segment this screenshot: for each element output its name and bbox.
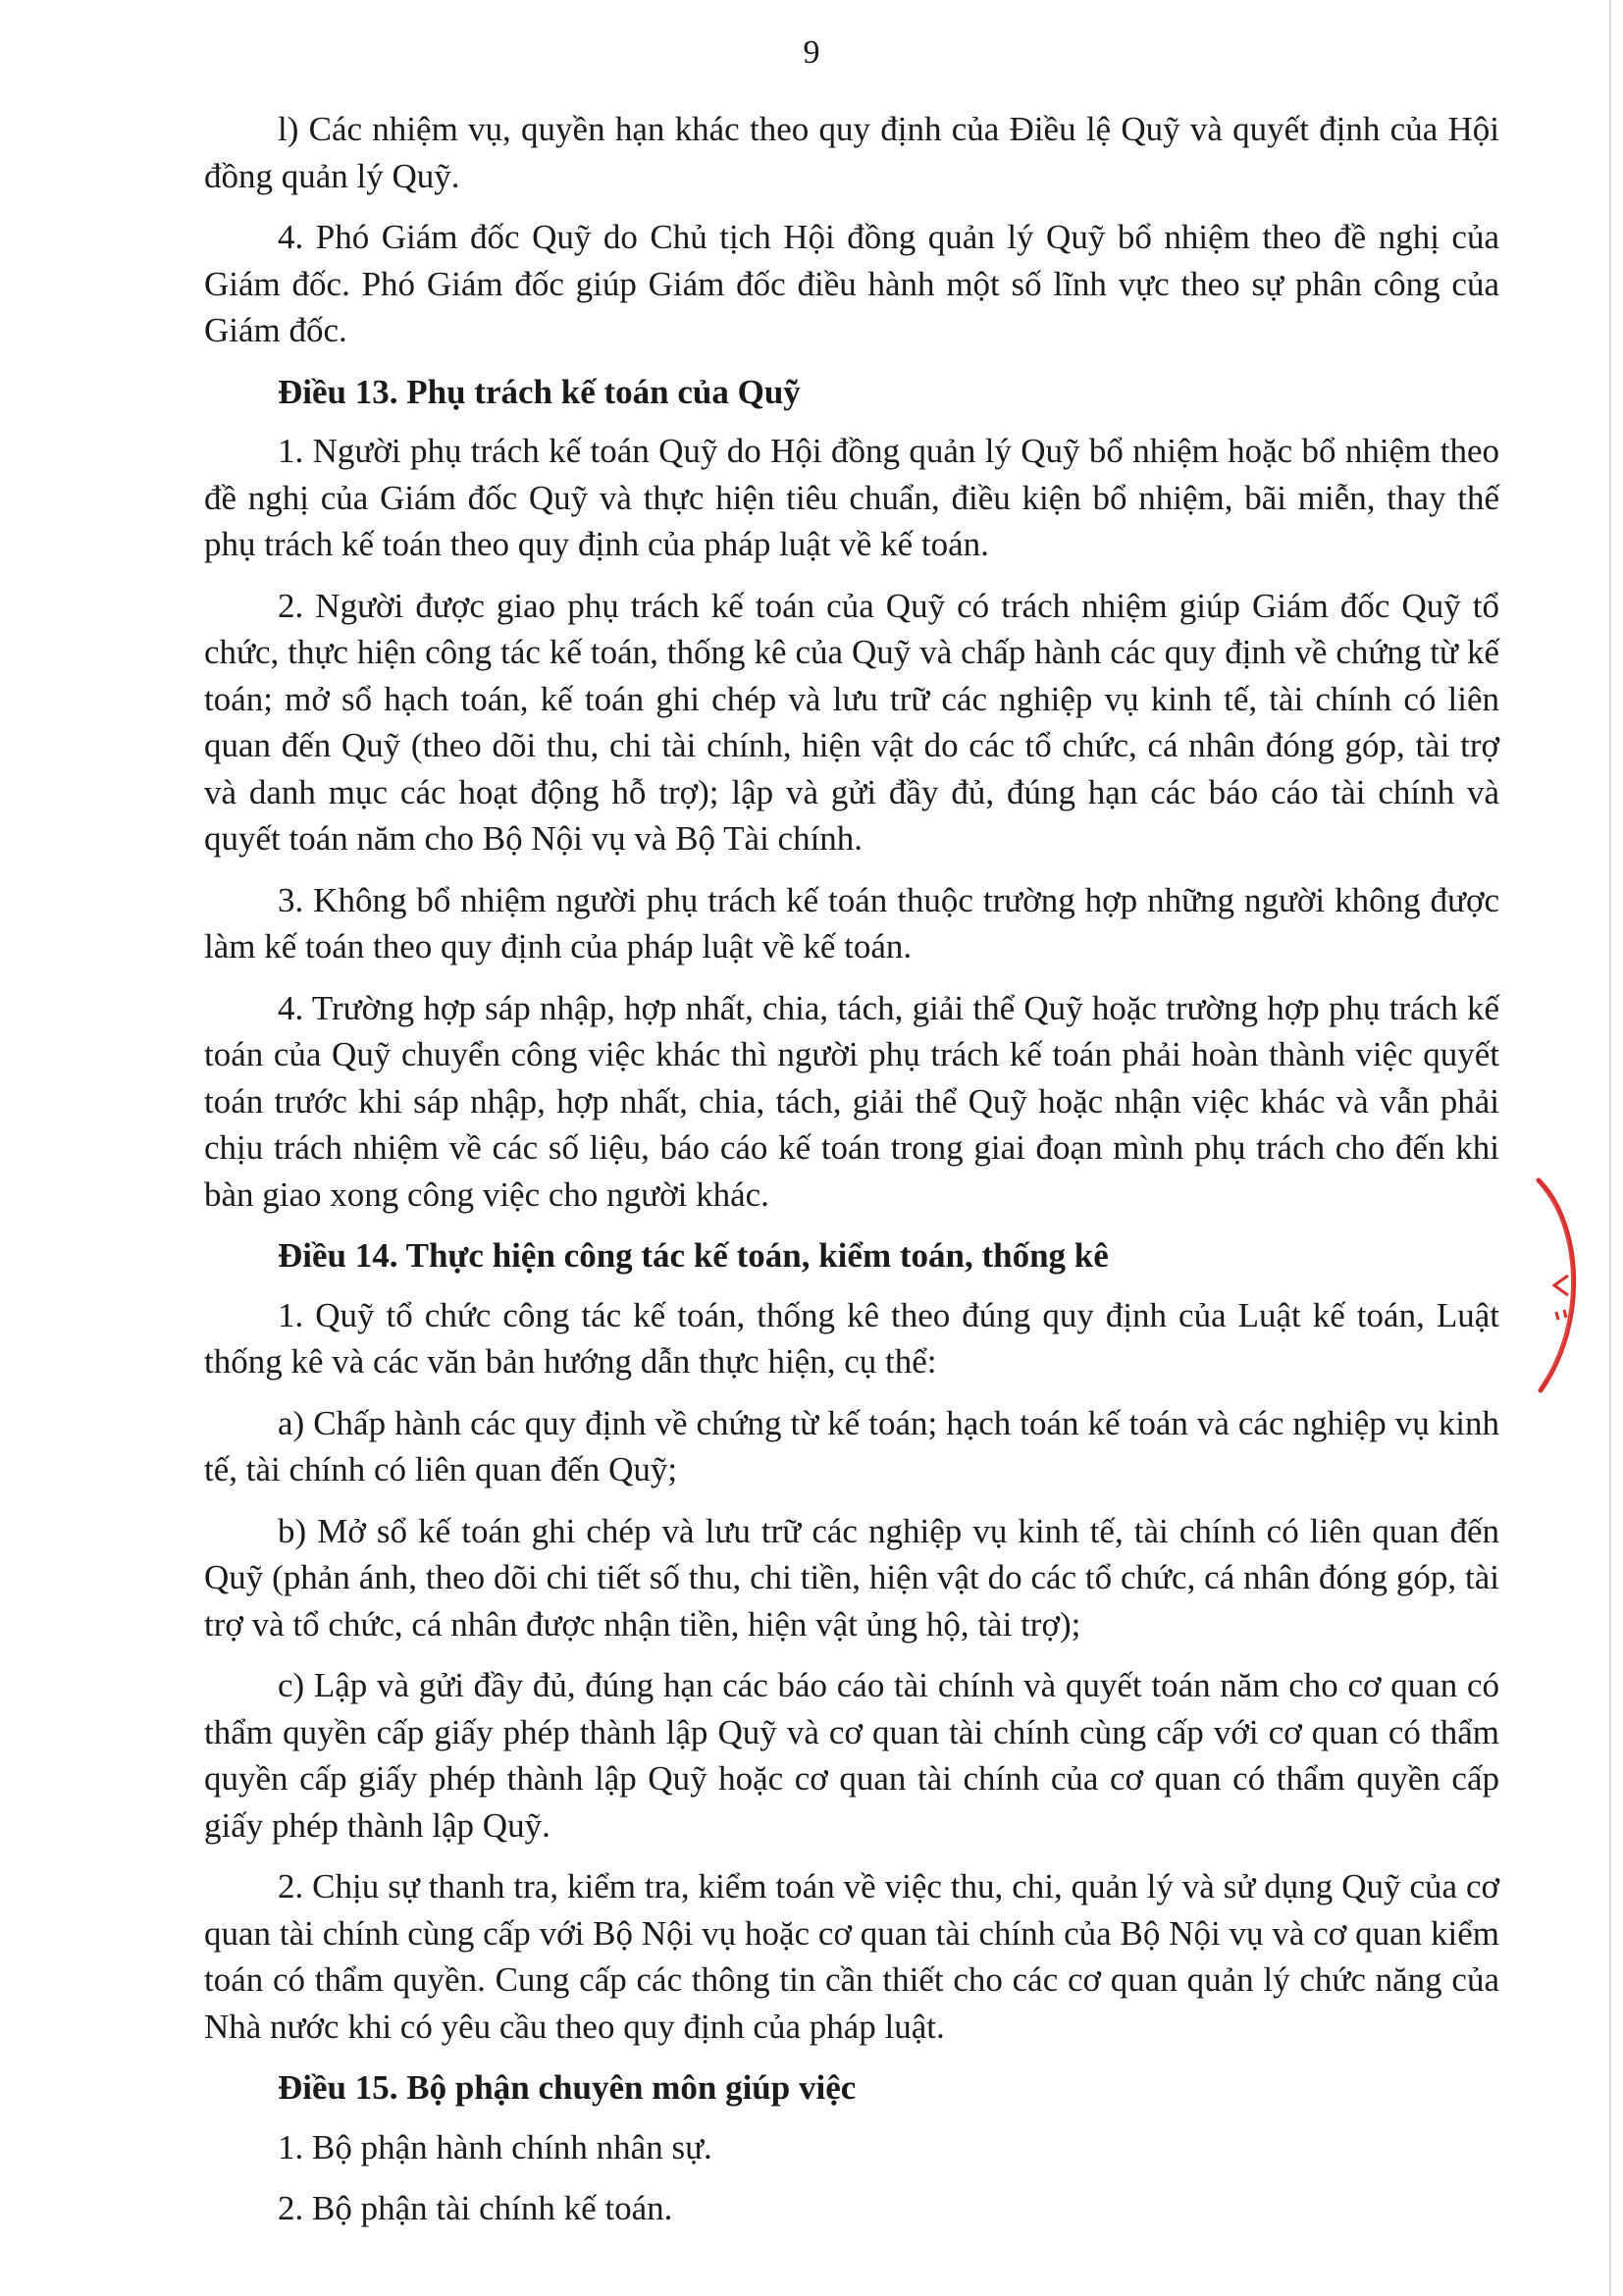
article-14-clause-2: 2. Chịu sự thanh tra, kiểm tra, kiểm toán về việc thu, chi, quản lý và sử dụng Quỹ của cơ quan tài chính cùng cấp với Bộ Nội vụ hoặc cơ quan tài chính của Bộ Nội vụ và cơ quan kiểm toán có thẩm quyền. Cung cấp các thông tin cần thiết cho các cơ quan quản lý chức năng của Nhà nước khi có yêu cầu theo quy định của pháp luật. [204,1867,1499,2046]
article-13-clause-4: 4. Trường hợp sáp nhập, hợp nhất, chia, tách, giải thể Quỹ hoặc trường hợp phụ trách kế toán của Quỹ chuyển công việc khác thì người phụ trách kế toán phải hoàn thành việc quyết toán trước khi sáp nhập, hợp nhất, chia, tách, giải thể Quỹ hoặc nhận việc khác và vẫn phải chịu trách nhiệm về các số liệu, báo cáo kế toán trong giai đoạn mình phụ trách cho đến khi bàn giao xong công việc cho người khác. [204,988,1499,1214]
paragraph-item-l: l) Các nhiệm vụ, quyền hạn khác theo quy định của Điều lệ Quỹ và quyết định của Hội đồng quản lý Quỹ. [204,110,1499,195]
article-13-clause-2: 2. Người được giao phụ trách kế toán của Quỹ có trách nhiệm giúp Giám đốc Quỹ tổ chức, thực hiện công tác kế toán, thống kê của Quỹ và chấp hành các quy định về chứng từ kế toán; mở sổ hạch toán, kế toán ghi chép và lưu trữ các nghiệp vụ kinh tế, tài chính có liên quan đến Quỹ (theo dõi thu, chi tài chính, hiện vật do các tổ chức, cá nhân đóng góp, tài trợ và danh mục các hoạt động hỗ trợ); lập và gửi đầy đủ, đúng hạn các báo cáo tài chính và quyết toán năm cho Bộ Nội vụ và Bộ Tài chính. [204,586,1499,858]
article-14-item-c: c) Lập và gửi đầy đủ, đúng hạn các báo cáo tài chính và quyết toán năm cho cơ quan có thẩm quyền cấp giấy phép thành lập Quỹ và cơ quan tài chính cùng cấp với cơ quan có thẩm quyền cấp giấy phép thành lập Quỹ hoặc cơ quan tài chính của cơ quan có thẩm quyền cấp giấy phép thành lập Quỹ. [204,1666,1499,1845]
article-13-clause-1: 1. Người phụ trách kế toán Quỹ do Hội đồng quản lý Quỹ bổ nhiệm hoặc bổ nhiệm theo đề nghị của Giám đốc Quỹ và thực hiện tiêu chuẩn, điều kiện bổ nhiệm, bãi miễn, thay thế phụ trách kế toán theo quy định của pháp luật về kế toán. [204,432,1499,563]
red-seal-stamp-fragment [1521,1173,1599,1398]
article-14-item-a: a) Chấp hành các quy định về chứng từ kế toán; hạch toán kế toán và các nghiệp vụ kinh tế, tài chính có liên quan đến Quỹ; [204,1403,1499,1488]
article-13-clause-3: 3. Không bổ nhiệm người phụ trách kế toán thuộc trường hợp những người không được làm kế toán theo quy định của pháp luật về kế toán. [204,880,1499,965]
article-13-heading: Điều 13. Phụ trách kế toán của Quỹ [278,372,801,411]
article-15-item-2: 2. Bộ phận tài chính kế toán. [278,2189,673,2227]
page-number: 9 [803,34,820,71]
article-14-heading: Điều 14. Thực hiện công tác kế toán, kiểm toán, thống kê [278,1236,1109,1275]
article-15-heading: Điều 15. Bộ phận chuyên môn giúp việc [278,2068,857,2107]
page-edge [1609,0,1611,2296]
article-15-item-1: 1. Bộ phận hành chính nhân sự. [278,2127,712,2166]
article-14-clause-1: 1. Quỹ tổ chức công tác kế toán, thống kê theo đúng quy định của Luật kế toán, Luật thống kê và các văn bản hướng dẫn thực hiện, cụ thể: [204,1295,1499,1381]
article-14-item-b: b) Mở sổ kế toán ghi chép và lưu trữ các nghiệp vụ kinh tế, tài chính có liên quan đến Quỹ (phản ánh, theo dõi chi tiết số thu, chi tiền, hiện vật do các tổ chức, cá nhân đóng góp, tài trợ và tổ chức, cá nhân được nhận tiền, hiện vật ủng hộ, tài trợ); [204,1511,1499,1644]
paragraph-clause-4-deputy-director: 4. Phó Giám đốc Quỹ do Chủ tịch Hội đồng quản lý Quỹ bổ nhiệm theo đề nghị của Giám đốc. Phó Giám đốc giúp Giám đốc điều hành một số lĩnh vực theo sự phân công của Giám đốc. [204,218,1499,349]
document-body [204,106,1499,2247]
